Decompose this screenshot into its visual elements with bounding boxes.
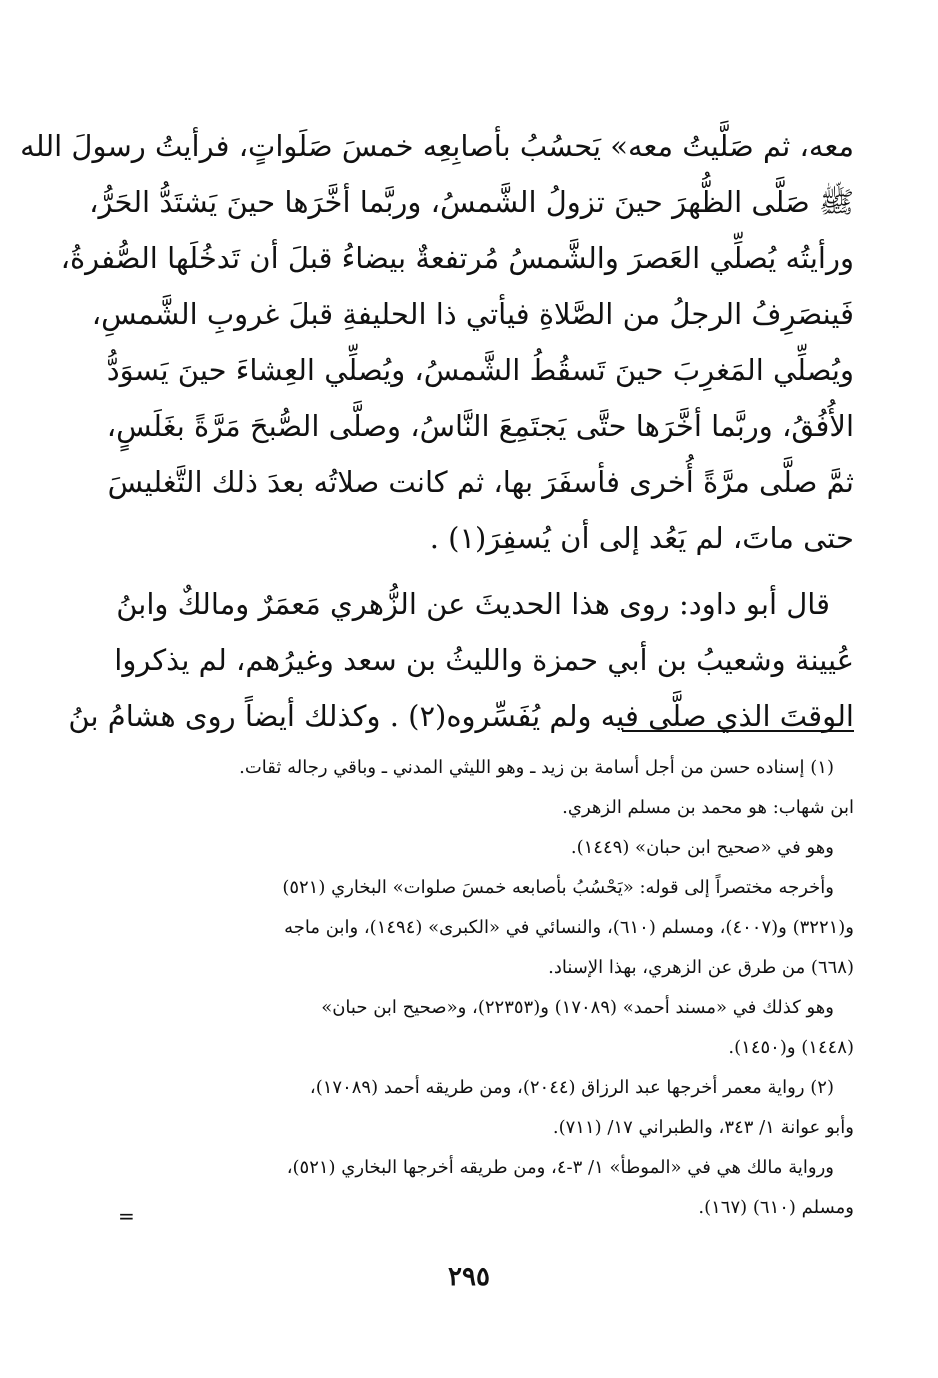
text-line: عُيينة وشعيبُ بن أبي حمزة والليثُ بن سعد وغيرُهم، لم يذكروا xyxy=(114,643,854,677)
footnote-separator xyxy=(622,730,854,732)
text-line: ويُصلِّي المَغرِبَ حينَ تَسقُطُ الشَّمسُ، ويُصلِّي العِشاءَ حينَ يَسوَدُّ xyxy=(106,353,854,387)
footnote-line: ومسلم (٦١٠) (١٦٧). xyxy=(698,1197,854,1218)
footnotes xyxy=(126,748,854,1228)
text-line: الأُفُقُ، وربَّما أخَّرَها حتَّى يَجتَمِعَ النَّاسُ، وصلَّى الصُّبحَ مَرَّةً بغَلَسٍ، xyxy=(106,409,854,443)
footnote-line: (١) إسناده حسن من أجل أسامة بن زيد ـ وهو الليثي المدني ـ وباقي رجاله ثقات. xyxy=(239,757,834,778)
footnote-line: (١٤٤٨) و(١٤٥٠). xyxy=(728,1037,854,1058)
paragraph-2 xyxy=(68,576,854,744)
paragraph-1 xyxy=(20,118,854,566)
text-line: معه، ثم صَلَّيتُ معه» يَحسُبُ بأصابِعِه خمسَ صَلَواتٍ، فرأيتُ رسولَ الله xyxy=(20,129,854,163)
continuation-mark: = xyxy=(118,1204,135,1228)
text-line: فَينصَرِفُ الرجلُ من الصَّلاةِ فيأتي ذا الحليفةِ قبلَ غروبِ الشَّمسِ، xyxy=(91,297,854,331)
text-line: قال أبو داود: روى هذا الحديثَ عن الزُّهري مَعمَرٌ ومالكٌ وابنُ xyxy=(116,587,830,621)
footnote-line: و(٣٢٢١) و(٤٠٠٧)، ومسلم (٦١٠)، والنسائي في «الكبرى» (١٤٩٤)، وابن ماجه xyxy=(284,917,854,938)
text-line: ﷺ صَلَّى الظُّهرَ حينَ تزولُ الشَّمسُ، وربَّما أخَّرَها حينَ يَشتَدُّ الحَرُّ، xyxy=(89,185,854,219)
footnote-line: وأبو عوانة ١/ ٣٤٣، والطبراني ١٧/ (٧١١). xyxy=(552,1117,854,1138)
footnote-line: ورواية مالك هي في «الموطأ» ١/ ٣-٤، ومن طريقه أخرجها البخاري (٥٢١)، xyxy=(286,1157,834,1178)
text-line: ورأيتُه يُصلِّي العَصرَ والشَّمسُ مُرتفعةٌ بيضاءُ قبلَ أن تَدخُلَها الصُّفرةُ، xyxy=(60,241,854,275)
footnote-line: ابن شهاب: هو محمد بن مسلم الزهري. xyxy=(562,797,854,818)
footnote-line: وهو كذلك في «مسند أحمد» (١٧٠٨٩) و(٢٢٣٥٣)، و«صحيح ابن حبان» xyxy=(321,997,834,1018)
footnote-line: وأخرجه مختصراً إلى قوله: «يَحْسُبُ بأصابعه خمسَ صلوات» البخاري (٥٢١) xyxy=(282,877,834,898)
text-line: ثمَّ صلَّى مرَّةً أُخرى فأسفَرَ بها، ثم كانت صلاتُه بعدَ ذلك التَّغليسَ xyxy=(107,465,854,499)
footnote-line: (٢) رواية معمر أخرجها عبد الرزاق (٢٠٤٤)، ومن طريقه أحمد (١٧٠٨٩)، xyxy=(309,1077,834,1098)
text-line-last: حتى ماتَ، لم يَعُد إلى أن يُسفِرَ(١) . xyxy=(429,521,854,555)
main-text xyxy=(20,118,854,744)
footnote-line: وهو في «صحيح ابن حبان» (١٤٤٩). xyxy=(570,837,834,858)
text-line: الوقتَ الذي صلَّى فيه ولم يُفَسِّروه(٢) . وكذلك أيضاً روى هشامُ بنُ xyxy=(68,699,854,733)
footnote-2 xyxy=(126,1068,854,1228)
footnote-1 xyxy=(126,748,854,1068)
footnote-line: (٦٦٨) من طرق عن الزهري، بهذا الإسناد. xyxy=(548,957,854,978)
page-number: ٢٩٥ xyxy=(448,1262,490,1292)
